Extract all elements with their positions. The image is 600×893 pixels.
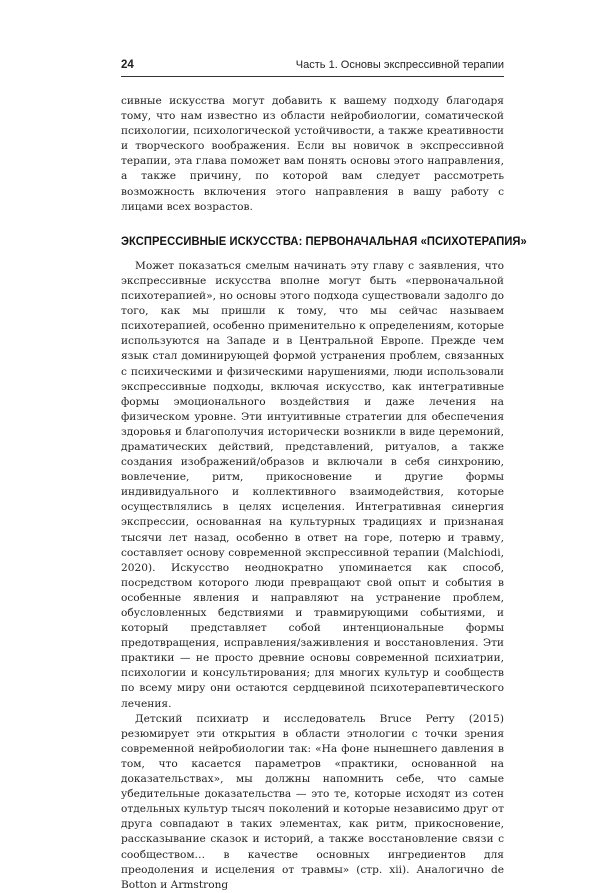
body-paragraph-2: Детский психиатр и исследователь Bruce Perry (2015) резюмирует эти открытия в области этнологии с точки зрения современной нейробиологии так: «На фоне нынешнего давления в том, что касается параметров «практики, основанной на доказательствах», мы должны напомнить себе, что самые убедительные доказательства — это те, которые исходят из сотен отдельных культур тысяч поколений и которые независимо друг от друга совпадают в таких элементах, как ритм, прикосновение, рассказывание сказок и историй, а также восстановление связи с сообществом… в качестве основных ингредиентов для преодоления и исцеления от травмы» (стр. xii). Аналогично de Botton и Armstrong xyxy=(121,712,504,891)
header-rule xyxy=(121,76,504,77)
running-head: Часть 1. Основы экспрессивной терапии xyxy=(295,59,504,71)
page-header xyxy=(121,59,504,77)
section-heading: ЭКСПРЕССИВНЫЕ ИСКУССТВА: ПЕРВОНАЧАЛЬНАЯ «ПСИХОТЕРАПИЯ» xyxy=(121,233,527,248)
page-number: 24 xyxy=(121,59,134,71)
intro-paragraph: сивные искусства могут добавить к вашему подходу благодаря тому, что нам известно из области нейробиологии, соматической психологии, психологической устойчивости, а также креативности и творческого воображения. Если вы новичок в экспрессивной терапии, эта глава поможет вам понять основы этого направления, а также причину, по которой вам следует рассмотреть возможность включения этого направления в вашу работу с лицами всех возрастов. xyxy=(121,95,504,213)
page-body xyxy=(121,94,527,893)
body-paragraph-1: Может показаться смелым начинать эту главу с заявления, что экспрессивные искусства вполне могут быть «первоначальной психотерапией», но основы этого подхода существовали задолго до того, как мы пришли к тому, что мы сейчас называем психотерапией, особенно применительно к определениям, которые используются на Западе и в Центральной Европе. Прежде чем язык стал доминирующей формой устранения проблем, связанных с психическими и физическими нарушениями, люди использовали экспрессивные подходы, включая искусство, как интегративные формы эмоционального воздействия и даже лечения на физическом уровне. Эти интуитивные стратегии для обеспечения здоровья и благополучия исторически возникли в виде церемоний, драматических действий, представлений, ритуалов, а также создания изображений/образов и включали в себя синхронию, вовлечение, ритм, прикосновение и другие формы индивидуального и коллективного взаимодействия, которые осуществлялись в целях исцеления. Интегративная синергия экспрессии, основанная на культурных традициях и признаная тысячи лет назад, особенно в ответ на горе, потерю и травму, составляет основу современной экспрессивной терапии (Malchiodi, 2020). Искусство неоднократно упоминается как способ, посредством которого люди превращают свой опыт и события в особенные явления и направляют на устранение проблем, обусловленных бедствиями и травмирующими событиями, и который представляет собой интенциональные формы предотвращения, исправления/заживления и восстановления. Эти практики — не просто древние основы современной психиатрии, психологии и консультирования; для многих культур и сообществ по всему миру они остаются сердцевиной психотерапевтического лечения. xyxy=(121,259,504,710)
